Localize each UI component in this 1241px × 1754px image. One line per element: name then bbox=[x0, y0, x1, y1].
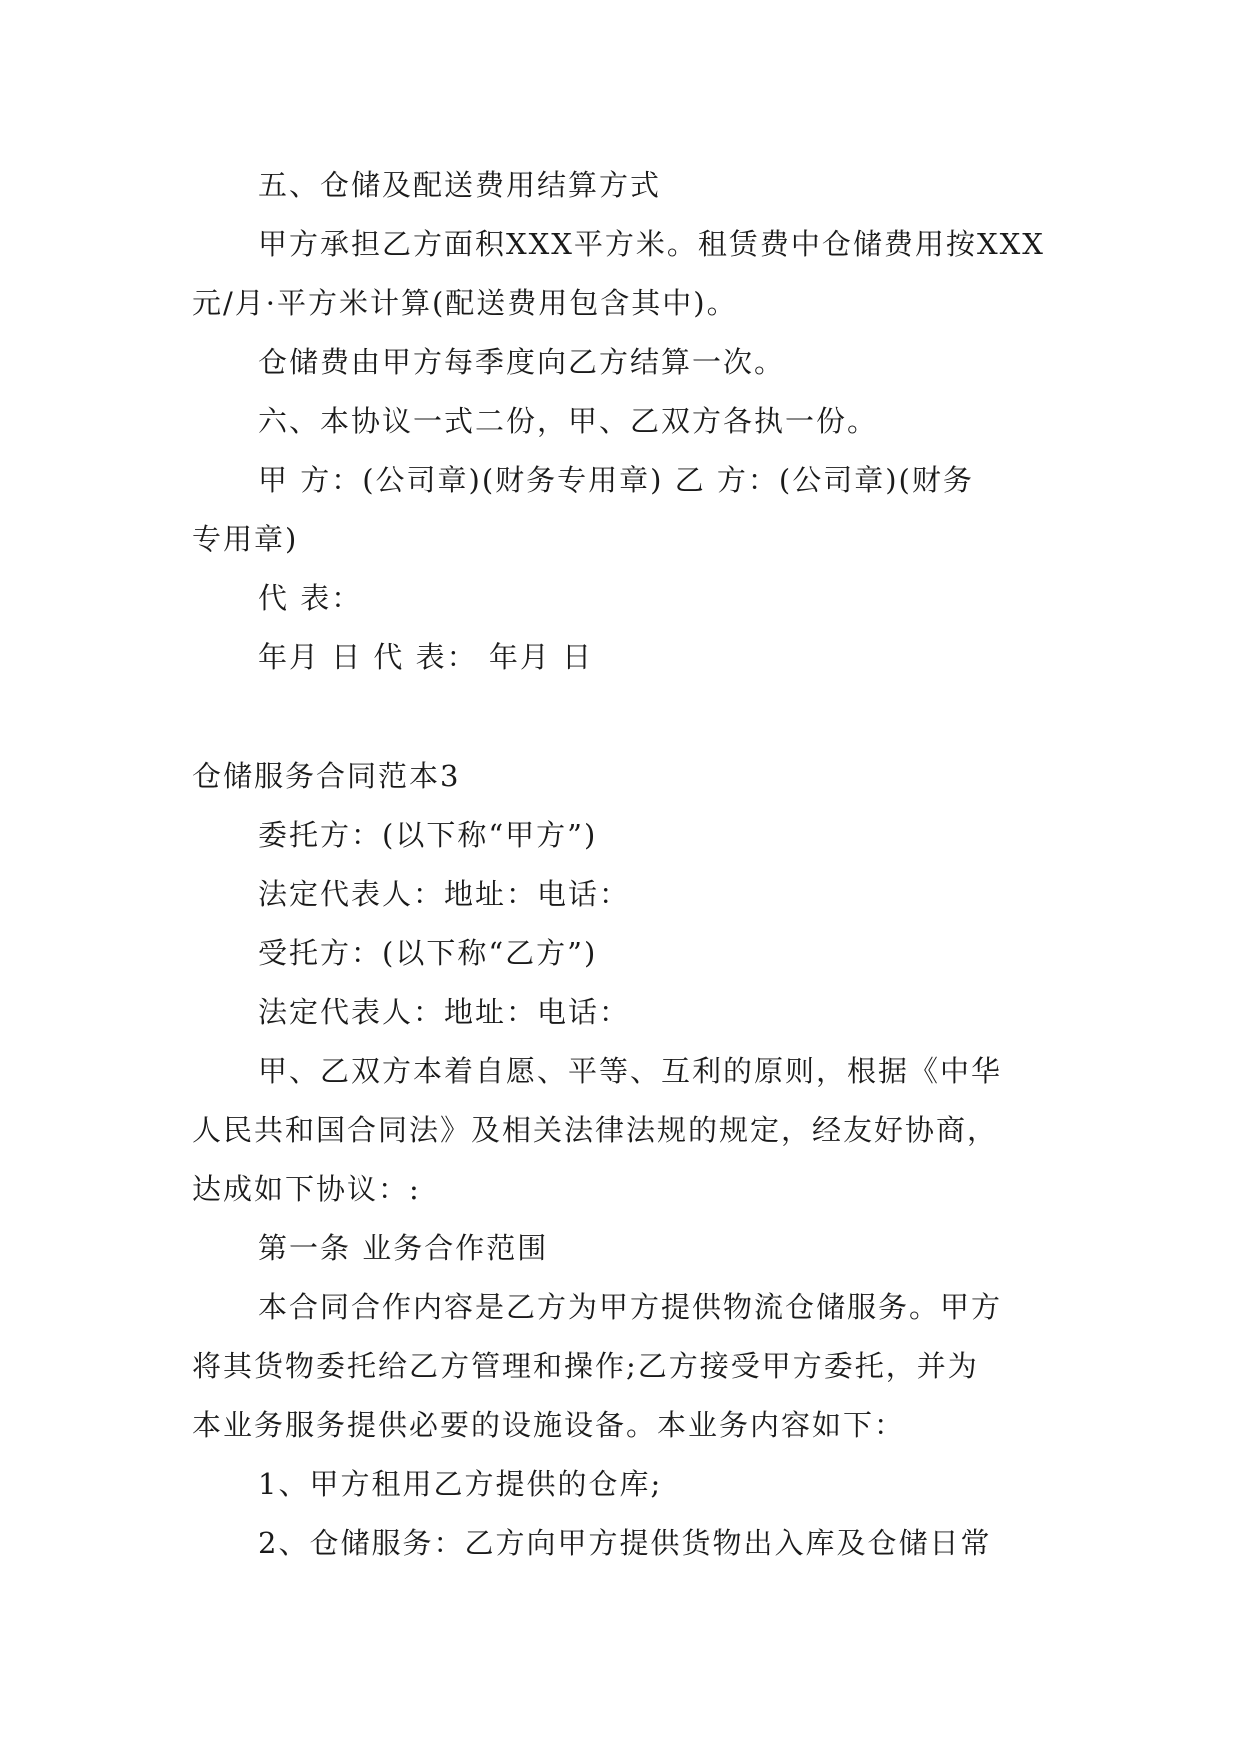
paragraph-line: 将其货物委托给乙方管理和操作;乙方接受甲方委托，并为 bbox=[192, 1349, 979, 1383]
paragraph-line: 甲、乙双方本着自愿、平等、互利的原则，根据《中华 bbox=[258, 1054, 1003, 1088]
paragraph-line: 仓储费由甲方每季度向乙方结算一次。 bbox=[258, 345, 786, 379]
paragraph-line: 本业务服务提供必要的设施设备。本业务内容如下： bbox=[192, 1408, 906, 1442]
paragraph-line: 元/月·平方米计算(配送费用包含其中)。 bbox=[192, 286, 738, 320]
article-heading-1: 第一条 业务合作范围 bbox=[258, 1231, 549, 1265]
contract-title: 仓储服务合同范本3 bbox=[192, 759, 461, 793]
party-b-info: 法定代表人：地址：电话： bbox=[258, 995, 631, 1029]
section-heading-5: 五、仓储及配送费用结算方式 bbox=[258, 168, 662, 202]
signature-line: 专用章) bbox=[192, 522, 299, 556]
paragraph-line: 甲方承担乙方面积XXX平方米。租赁费中仓储费用按XXX bbox=[258, 227, 1045, 261]
party-b-line: 受托方：(以下称“乙方”) bbox=[258, 936, 598, 970]
list-item: 2、仓储服务：乙方向甲方提供货物出入库及仓储日常 bbox=[258, 1526, 992, 1560]
signature-line: 甲 方：(公司章)(财务专用章) 乙 方：(公司章)(财务 bbox=[258, 463, 974, 497]
party-a-info: 法定代表人：地址：电话： bbox=[258, 877, 631, 911]
paragraph-line: 人民共和国合同法》及相关法律法规的规定，经友好协商， bbox=[192, 1113, 999, 1147]
paragraph-line: 本合同合作内容是乙方为甲方提供物流仓储服务。甲方 bbox=[258, 1290, 1003, 1324]
section-heading-6: 六、本协议一式二份，甲、乙双方各执一份。 bbox=[258, 404, 879, 438]
party-a-line: 委托方：(以下称“甲方”) bbox=[258, 818, 598, 852]
date-line: 年月 日 代 表： 年月 日 bbox=[258, 640, 594, 674]
paragraph-line: 达成如下协议：: bbox=[192, 1172, 421, 1206]
representative-line: 代 表： bbox=[258, 581, 363, 615]
list-item: 1、甲方租用乙方提供的仓库; bbox=[258, 1467, 663, 1501]
